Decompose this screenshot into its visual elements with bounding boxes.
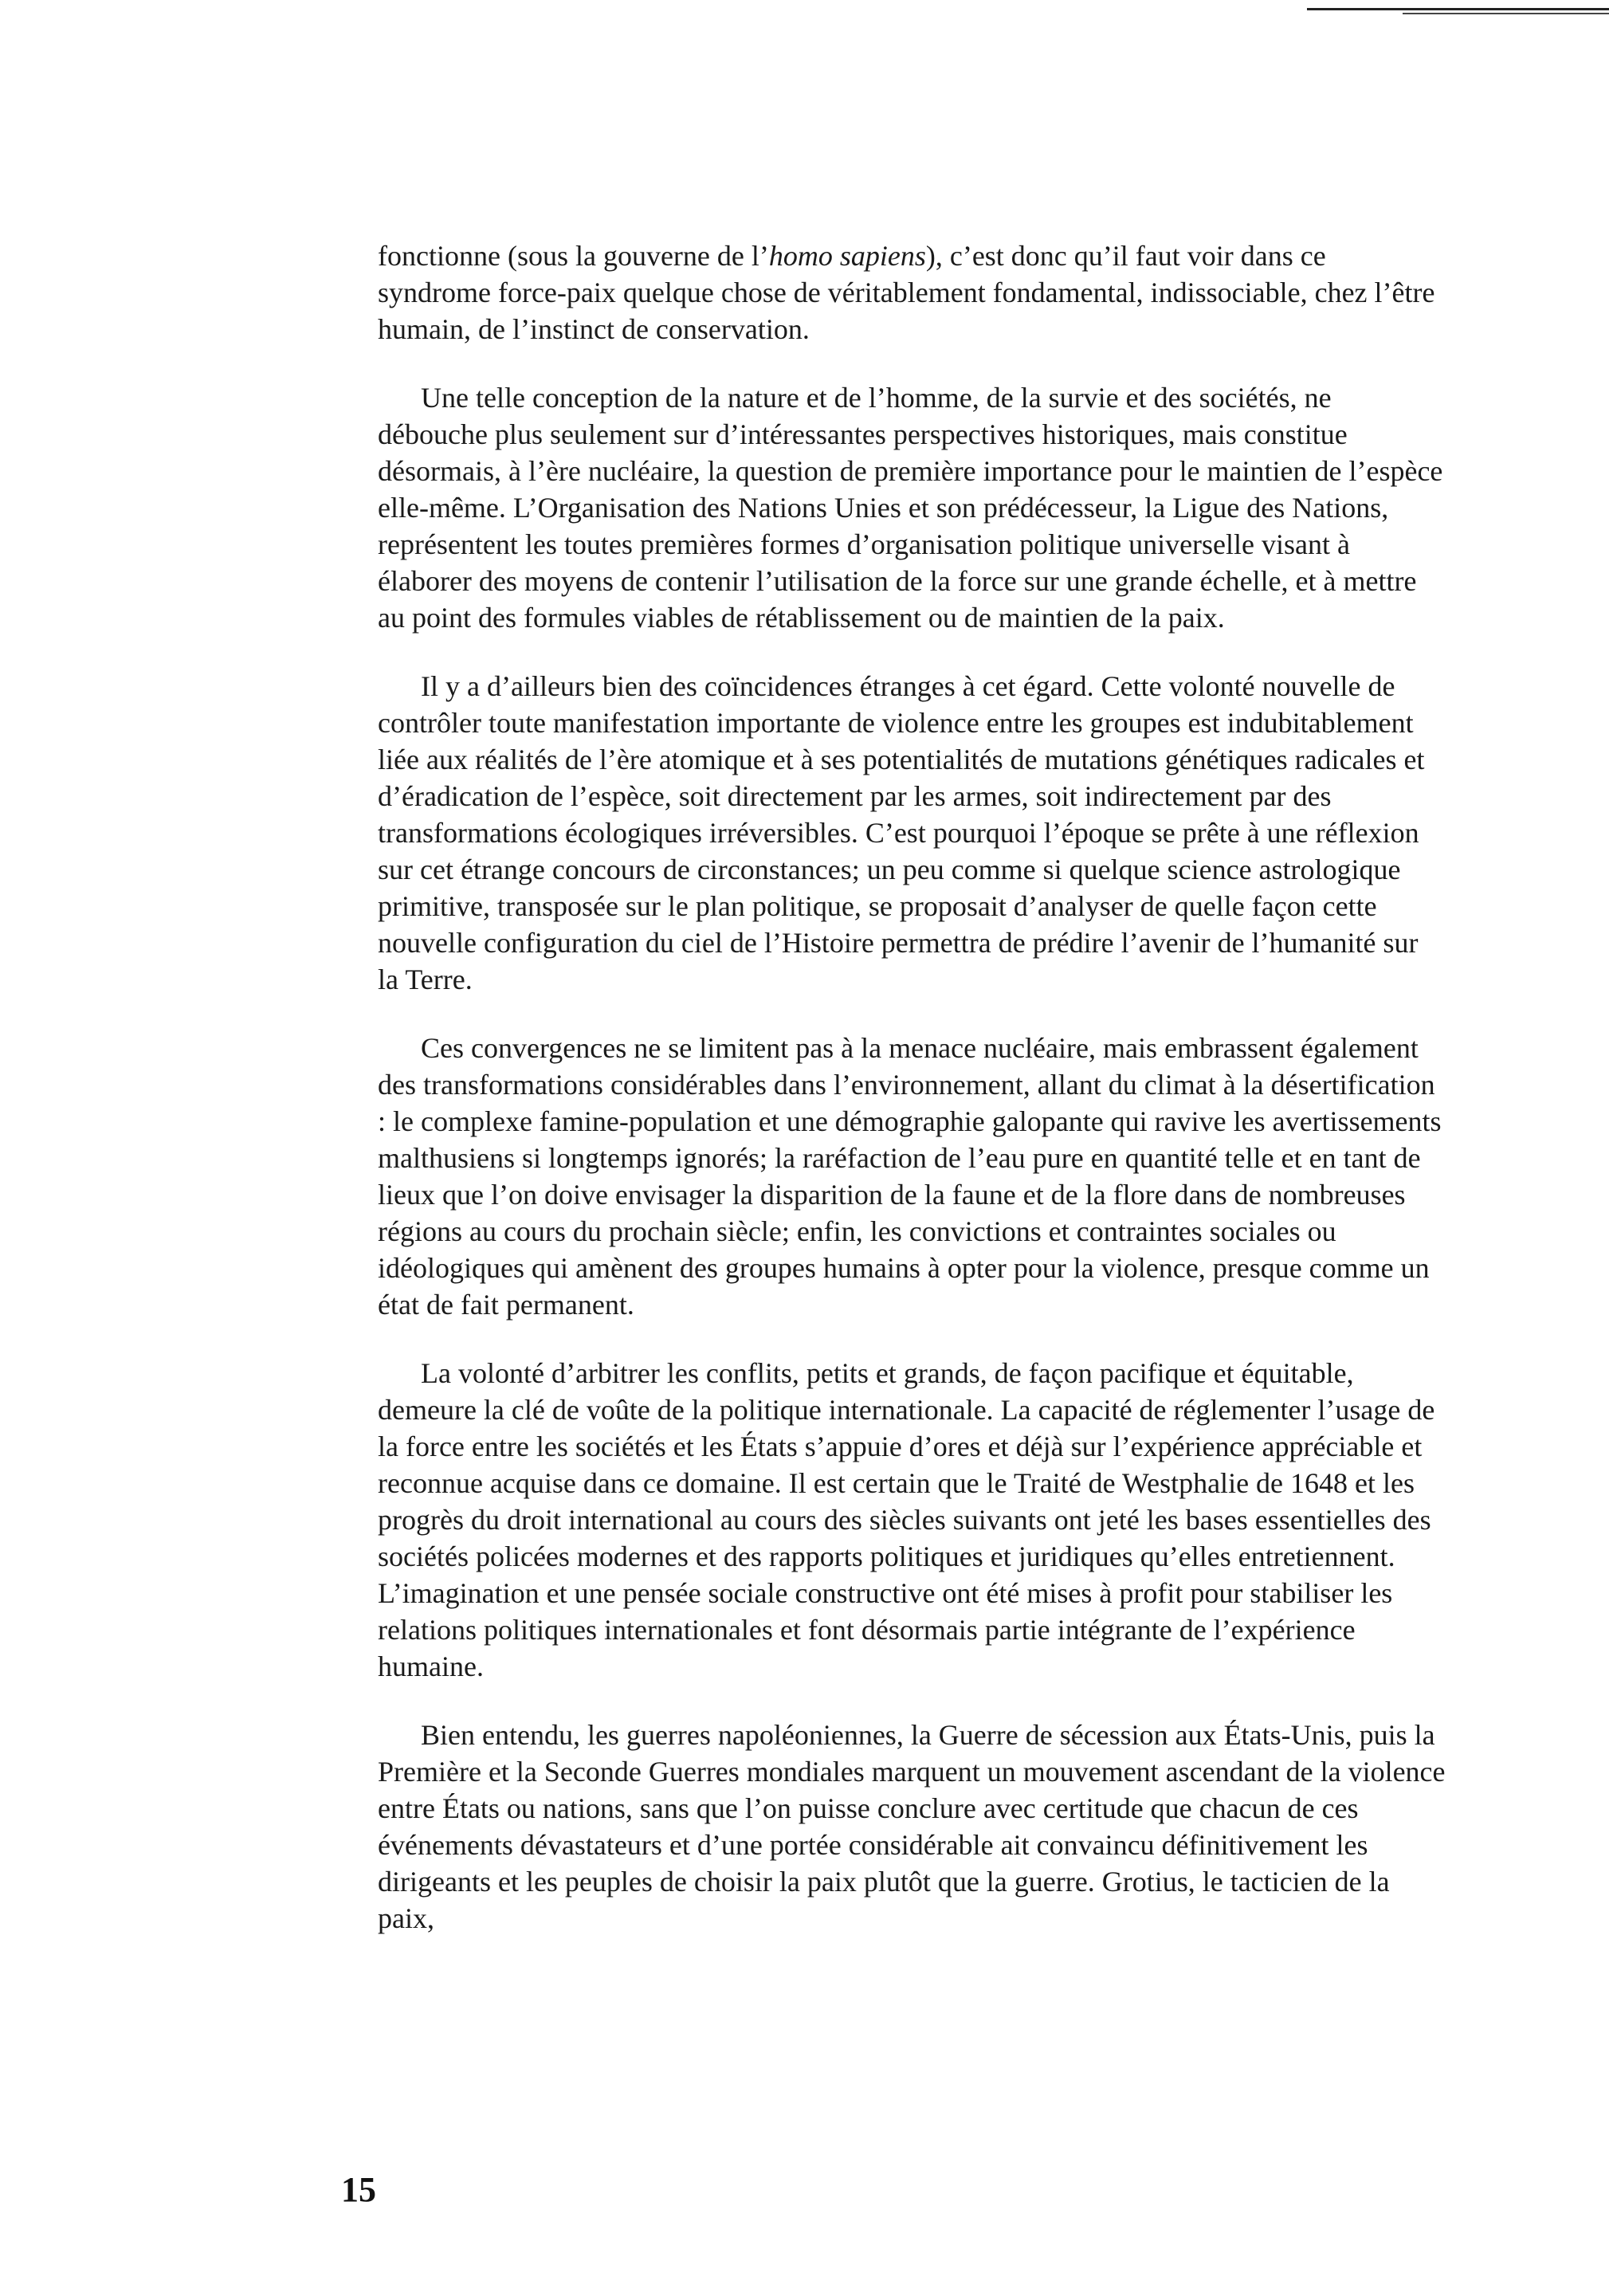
paragraph-1-before: fonctionne (sous la gouverne de l’ [378, 240, 769, 272]
paragraph-1-after: ), c’est donc qu’il faut voir dans ce syndrome force-paix quelque chose de véritablement fondamental, indissociable, chez l’être humain, de l’instinct de conservation. [378, 240, 1435, 345]
top-edge-rule [1307, 8, 1609, 10]
paragraph-2: Une telle conception de la nature et de l’homme, de la survie et des sociétés, ne débouche plus seulement sur d’intéressantes perspectives historiques, mais constitue désormais, à l’ère nucléaire, la question de première importance pour le maintien de l’espèce elle-même. L’Organisation des Nations Unies et son prédécesseur, la Ligue des Nations, représentent les toutes premières formes d’organisation politique universelle visant à élaborer des moyens de contenir l’utilisation de la force sur une grande échelle, et à mettre au point des formules viables de rétablissement ou de maintien de la paix. [378, 382, 1443, 634]
paragraph-3: Il y a d’ailleurs bien des coïncidences étranges à cet égard. Cette volonté nouvelle de contrôler toute manifestation importante de violence entre les groupes est indubitablement liée aux réalités de l’ère atomique et à ses potentialités de mutations génétiques radicales et d’éradication de l’espèce, soit directement par les armes, soit indirectement par des transformations écologiques irréversibles. C’est pourquoi l’époque se prête à une réflexion sur cet étrange concours de circonstances; un peu comme si quelque science astrologique primitive, transposée sur le plan politique, se proposait d’analyser de quelle façon cette nouvelle configuration du ciel de l’Histoire permettra de prédire l’avenir de l’humanité sur la Terre. [378, 670, 1425, 995]
paragraph-4: Ces convergences ne se limitent pas à la menace nucléaire, mais embrassent également des transformations considérables dans l’environnement, allant du climat à la désertification : le complexe famine-population et une démographie galopante qui ravive les avertissements malthusiens si longtemps ignorés; la raréfaction de l’eau pure en quantité telle et en tant de lieux que l’on doive envisager la disparition de la faune et de la flore dans de nombreuses régions au cours du prochain siècle; enfin, les convictions et contraintes sociales ou idéologiques qui amènent des groupes humains à opter pour la violence, presque comme un état de fait permanent. [378, 1032, 1442, 1321]
paragraph-1 [378, 237, 1446, 347]
paragraph-5: La volonté d’arbitrer les conflits, petits et grands, de façon pacifique et équitable, demeure la clé de voûte de la politique internationale. La capacité de réglementer l’usage de la force entre les sociétés et les États s’appuie d’ores et déjà sur l’expérience appréciable et reconnue acquise dans ce domaine. Il est certain que le Traité de Westphalie de 1648 et les progrès du droit international au cours des siècles suivants ont jeté les bases essentielles des sociétés policées modernes et des rapports politiques et juridiques qu’elles entretiennent. L’imagination et une pensée sociale constructive ont été mises à profit pour stabiliser les relations politiques internationales et font désormais partie intégrante de l’expérience humaine. [378, 1357, 1435, 1682]
page-body [378, 237, 1446, 1968]
page-number: 15 [341, 2170, 376, 2209]
paragraph-1-emphasis: homo sapiens [768, 240, 926, 272]
paragraph-6: Bien entendu, les guerres napoléoniennes, la Guerre de sécession aux États-Unis, puis la Première et la Seconde Guerres mondiales marquent un mouvement ascendant de la violence entre États ou nations, sans que l’on puisse conclure avec certitude que chacun de ces événements dévastateurs et d’une portée considérable ait convaincu définitivement les dirigeants et les peuples de choisir la paix plutôt que la guerre. Grotius, le tacticien de la paix, [378, 1719, 1446, 1934]
top-edge-rule-secondary [1403, 13, 1609, 14]
